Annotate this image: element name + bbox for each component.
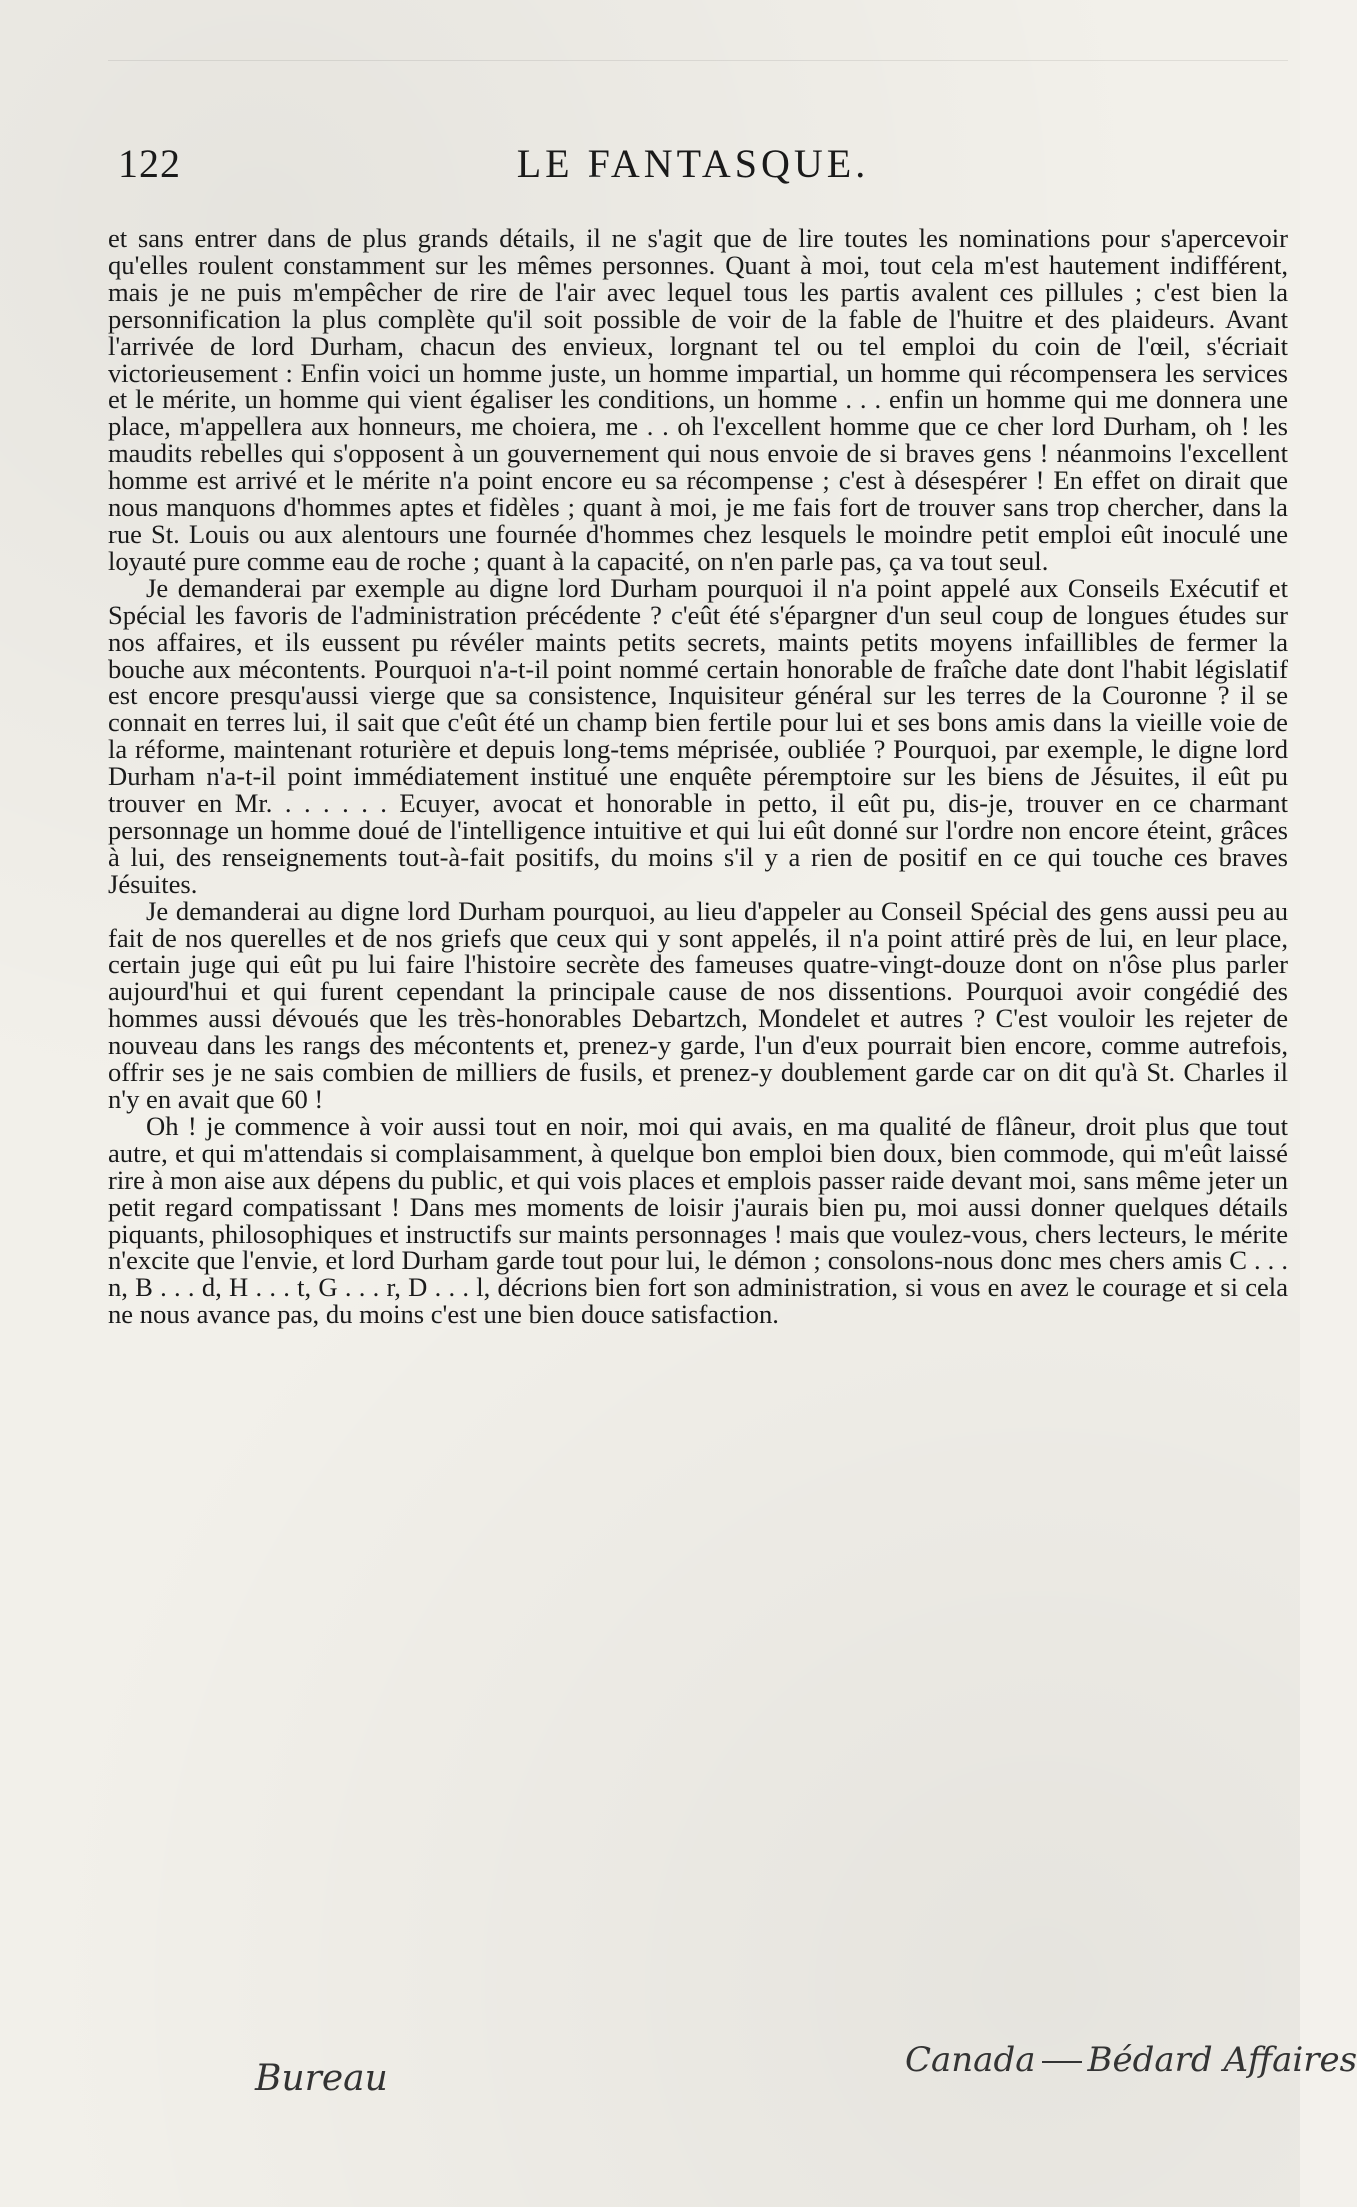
signature-dash <box>1042 2061 1082 2063</box>
paragraph-1: et sans entrer dans de plus grands détails, il ne s'agit que de lire toutes les nominations pour s'apercevoir qu'elles roulent constamment sur les mêmes personnes. Quant à moi, tout cela m'est hautement indifférent, mais je ne puis m'empêcher de rire de l'air avec lequel tous les partis avalent ces pillules ; c'est bien la personnification la plus complète qu'il soit possible de voir de la fable de l'huitre et des plaideurs. Avant l'arrivée de lord Durham, chacun des envieux, lorgnant tel ou tel emploi du coin de l'œil, s'écriait victorieusement : Enfin voici un homme juste, un homme impartial, un homme qui récompensera les services et le mérite, un homme qui vient égaliser les conditions, un homme . . . enfin un homme qui me donnera une place, m'appellera aux honneurs, me choiera, me . . oh l'excellent homme que ce cher lord Durham, oh ! les maudits rebelles qui s'opposent à un gouvernement qui nous envoie de si braves gens ! néanmoins l'excellent homme est arrivé et le mérite n'a point encore eu sa récompense ; c'est à désespérer ! En effet on dirait que nous manquons d'hommes aptes et fidèles ; quant à moi, je me fais fort de trouver sans trop chercher, dans la rue St. Louis ou aux alentours une fournée d'hommes chez lesquels le moindre petit emploi eût inoculé une loyauté pure comme eau de roche ; quant à la capacité, on n'en parle pas, ça va tout seul. <box>108 223 1288 576</box>
signature-right-prefix: Canada <box>905 2040 1036 2080</box>
article-body <box>108 225 1288 2025</box>
paragraph-3: Je demanderai au digne lord Durham pourquoi, au lieu d'appeler au Conseil Spécial des gens aussi peu au fait de nos querelles et de nos griefs que ceux qui y sont appelés, il n'a point attiré près de lui, en leur place, certain juge qui eût pu lui faire l'histoire secrète des fameuses quatre-vingt-douze dont on n'ôse plus parler aujourd'hui et qui furent cependant la principale cause de nos dissentions. Pourquoi avoir congédié des hommes aussi dévoués que les très-honorables Debartzch, Mondelet et autres ? C'est vouloir les rejeter de nouveau dans les rangs des mécontents et, prenez-y garde, l'un d'eux pourrait bien encore, comme autrefois, offrir ses je ne sais combien de milliers de fusils, et prenez-y doublement garde car on dit qu'à St. Charles il n'y en avait que 60 ! <box>108 895 1288 1114</box>
signature-right-suffix: Bédard Affaires <box>1087 2040 1357 2080</box>
paragraph-4: Oh ! je commence à voir aussi tout en noir, moi qui avais, en ma qualité de flâneur, droit plus que tout autre, et qui m'attendais si complaisamment, à quelque bon emploi bien doux, bien commode, qui m'eût laissé rire à mon aise aux dépens du public, et qui vois places et emplois passer raide devant moi, sans même jeter un petit regard compatissant ! Dans mes moments de loisir j'aurais bien pu, moi aussi donner quelques détails piquants, philosophiques et instructifs sur maints personnages ! mais que voulez-vous, chers lecteurs, le mérite n'excite que l'envie, et lord Durham garde tout pour lui, le démon ; consolons-nous donc mes chers amis C . . . n, B . . . d, H . . . t, G . . . r, D . . . l, décrions bien fort son administration, si vous en avez le courage et si cela ne nous avance pas, du moins c'est une bien douce satisfaction. <box>108 1110 1288 1330</box>
handwritten-signature-left: Bureau <box>255 2058 388 2099</box>
page-header <box>108 140 1278 200</box>
scan-edge <box>108 60 1288 61</box>
handwritten-signature-right <box>905 2040 1357 2080</box>
paragraph-2: Je demanderai par exemple au digne lord Durham pourquoi il n'a point appelé aux Conseils Exécutif et Spécial les favoris de l'administration précédente ? c'eût été s'épargner d'un seul coup de longues études sur nos affaires, et ils eussent pu révéler maints petits secrets, maints petits moyens infaillibles de fermer la bouche aux mécontents. Pourquoi n'a-t-il point nommé certain honorable de fraîche date dont l'habit législatif est encore presqu'aussi vierge que sa consistence, Inquisiteur général sur les terres de la Couronne ? il se connait en terres lui, il sait que c'eût été un champ bien fertile pour lui et ses bons amis dans la vieille voie de la réforme, maintenant roturière et depuis long-tems méprisée, oubliée ? Pourquoi, par exemple, le digne lord Durham n'a-t-il point immédiatement institué une enquête péremptoire sur les biens de Jésuites, il eût pu trouver en Mr. . . . . . . Ecuyer, avocat et honorable in petto, il eût pu, dis-je, trouver en ce charmant personnage un homme doué de l'intelligence intuitive et qui lui eût donné sur l'ordre non encore éteint, grâces à lui, des renseignements tout-à-fait positifs, du moins s'il y a rien de positif en ce qui touche ces braves Jésuites. <box>108 572 1288 899</box>
page-number: 122 <box>118 141 181 186</box>
journal-title: LE FANTASQUE. <box>516 141 870 186</box>
